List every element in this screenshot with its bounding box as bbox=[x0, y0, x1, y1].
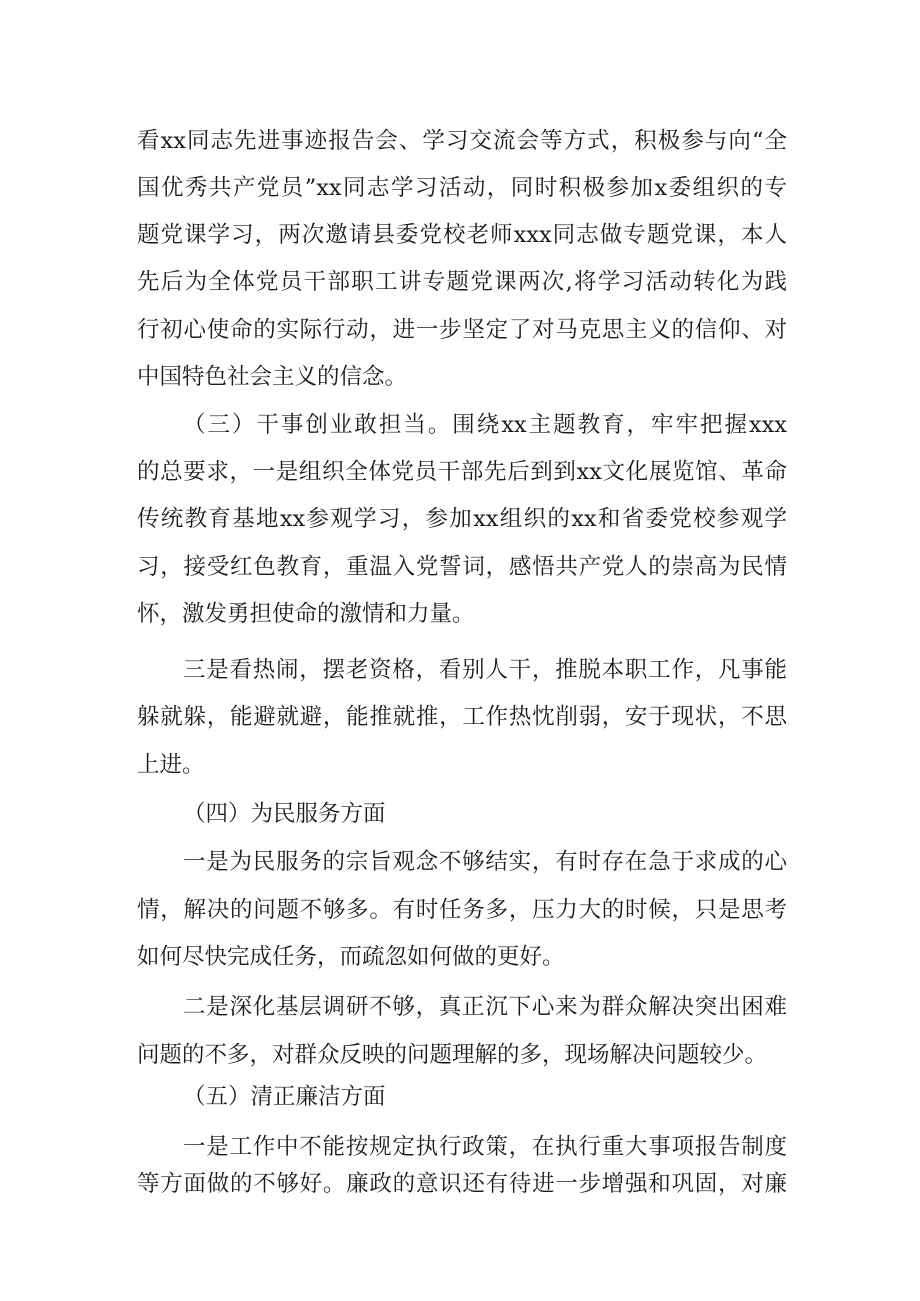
paragraph-line: 二是深化基层调研不够，真正沉下心来为群众解决突出困难 bbox=[183, 994, 787, 1020]
paragraph-line: 国优秀共产党员”xx同志学习活动，同时积极参加x委组织的专 bbox=[137, 175, 787, 201]
paragraph-line: （三）干事创业敢担当。围绕xx主题教育，牢牢把握xxx bbox=[183, 412, 787, 438]
section-heading: （四）为民服务方面 bbox=[183, 801, 386, 827]
paragraph-line: 上进。 bbox=[137, 752, 205, 778]
paragraph-line: 如何尽快完成任务，而疏忽如何做的更好。 bbox=[137, 944, 565, 970]
paragraph-line: 先后为全体党员干部职工讲专题党课两次,将学习活动转化为践 bbox=[137, 269, 787, 295]
section-heading: （五）清正廉洁方面 bbox=[183, 1084, 386, 1110]
paragraph-line: 行初心使命的实际行动，进一步坚定了对马克思主义的信仰、对 bbox=[137, 317, 787, 343]
paragraph-line: 三是看热闹，摆老资格，看别人干，推脱本职工作，凡事能 bbox=[183, 657, 787, 683]
paragraph-line: 一是为民服务的宗旨观念不够结实，有时存在急于求成的心 bbox=[183, 849, 787, 875]
paragraph-line: 问题的不多，对群众反映的问题理解的多，现场解决问题较少。 bbox=[137, 1042, 768, 1068]
paragraph-line: 怀，激发勇担使命的激情和力量。 bbox=[137, 601, 475, 627]
paragraph-line: 题党课学习，两次邀请县委党校老师xxx同志做专题党课，本人 bbox=[137, 222, 787, 248]
paragraph-line: 等方面做的不够好。廉政的意识还有待进一步增强和巩固，对廉 bbox=[137, 1171, 787, 1197]
paragraph-line: 一是工作中不能按规定执行政策，在执行重大事项报告制度 bbox=[183, 1134, 787, 1160]
paragraph-line: 情，解决的问题不够多。有时任务多，压力大的时候，只是思考 bbox=[137, 897, 787, 923]
paragraph-line: 的总要求，一是组织全体党员干部先后到到xx文化展览馆、革命 bbox=[137, 459, 787, 485]
paragraph-line: 习，接受红色教育，重温入党誓词，感悟共产党人的崇高为民情 bbox=[137, 554, 787, 580]
paragraph-line: 中国特色社会主义的信念。 bbox=[137, 364, 408, 390]
paragraph-line: 传统教育基地xx参观学习，参加xx组织的xx和省委党校参观学 bbox=[137, 506, 787, 532]
paragraph-line: 躲就躲，能避就避，能推就推，工作热忱削弱，安于现状，不思 bbox=[137, 704, 787, 730]
paragraph-line: 看xx同志先进事迹报告会、学习交流会等方式，积极参与向“全 bbox=[137, 128, 787, 154]
